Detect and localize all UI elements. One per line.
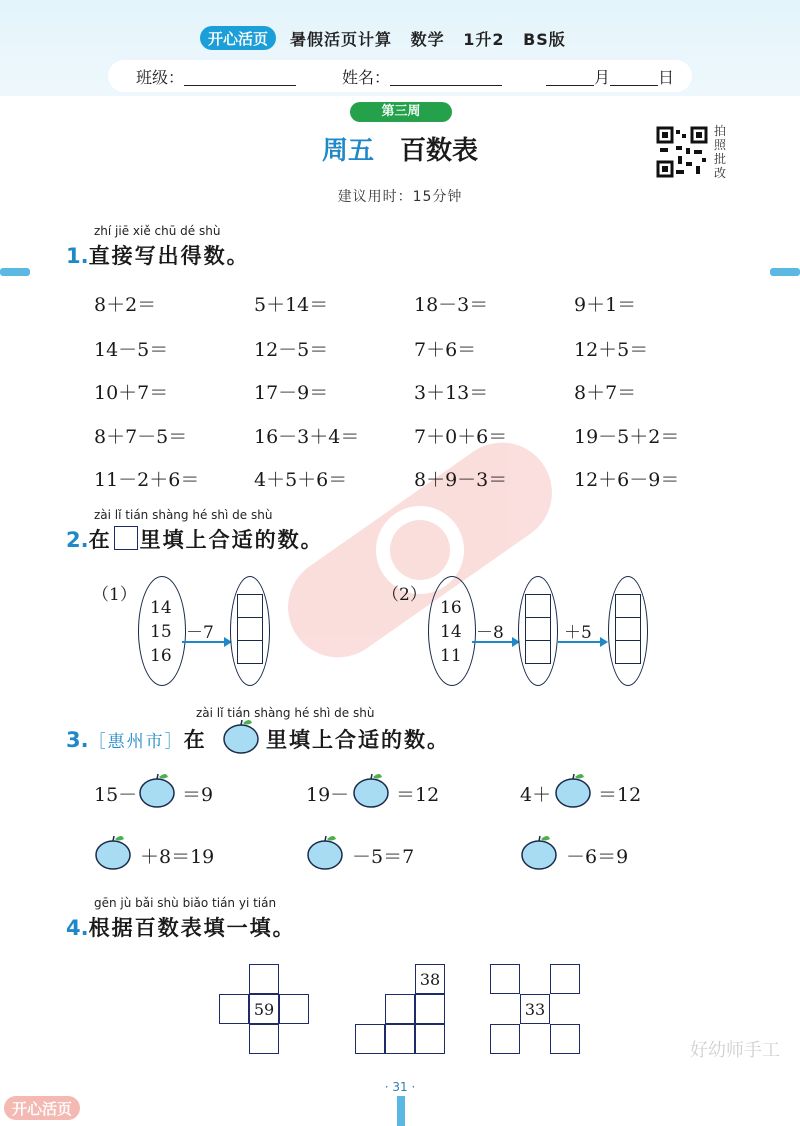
q2-part2-answer-boxes[interactable] bbox=[615, 594, 641, 664]
q2-part2-label: （2） bbox=[382, 585, 427, 605]
q2-input-number: 15 bbox=[150, 622, 172, 642]
grid-cell[interactable] bbox=[490, 1024, 520, 1054]
q3-text-after: 里填上合适的数。 bbox=[266, 728, 450, 752]
qr-caption bbox=[712, 124, 728, 180]
student-info-strip bbox=[108, 60, 692, 92]
grid-cell[interactable] bbox=[415, 1024, 445, 1054]
q2-number: 2. bbox=[66, 528, 89, 552]
q3-post: ＝12 bbox=[598, 784, 642, 806]
q3-pre: 4＋ bbox=[520, 784, 552, 806]
q3-title bbox=[66, 724, 207, 754]
apple-answer-icon[interactable] bbox=[306, 832, 344, 870]
grid-cell[interactable] bbox=[550, 964, 580, 994]
q1-equation[interactable]: 7＋6＝ bbox=[414, 339, 477, 361]
q1-equation[interactable]: 9＋1＝ bbox=[574, 294, 637, 316]
q1-equation[interactable]: 12＋6－9＝ bbox=[574, 469, 680, 491]
name-field[interactable] bbox=[390, 67, 502, 86]
q1-number: 1. bbox=[66, 244, 89, 268]
grid-cell[interactable] bbox=[219, 994, 249, 1024]
q2-title bbox=[66, 524, 324, 554]
q1-equation[interactable]: 4＋5＋6＝ bbox=[254, 469, 348, 491]
page-number: · 31 · bbox=[384, 1080, 416, 1094]
apple-answer-icon[interactable] bbox=[554, 770, 592, 808]
apple-answer-icon[interactable] bbox=[520, 832, 558, 870]
day-label: 日 bbox=[658, 67, 675, 87]
arrow-right-icon bbox=[556, 636, 608, 648]
q1-equation[interactable]: 3＋13＝ bbox=[414, 382, 489, 404]
subject: 数学 bbox=[410, 29, 445, 49]
grid-cell[interactable] bbox=[385, 1024, 415, 1054]
q1-equation[interactable]: 5＋14＝ bbox=[254, 294, 329, 316]
title-topic: 百数表 bbox=[400, 136, 479, 166]
q1-equation[interactable]: 8＋7－5＝ bbox=[94, 426, 188, 448]
day-field[interactable] bbox=[610, 67, 658, 86]
q2-pinyin: zài lǐ tián shàng hé shì de shù bbox=[94, 508, 273, 522]
footer-logo-pill bbox=[4, 1096, 80, 1120]
q1-equation[interactable]: 8＋9－3＝ bbox=[414, 469, 508, 491]
header-meta bbox=[290, 27, 578, 50]
grid-cell: 38 bbox=[415, 964, 445, 994]
q1-equation[interactable]: 10＋7＝ bbox=[94, 382, 169, 404]
q2-operation: －7 bbox=[186, 623, 214, 643]
q4-pinyin: gēn jù bǎi shù biǎo tián yi tián bbox=[94, 896, 277, 910]
title-day: 周五 bbox=[321, 136, 374, 166]
q3-pre: 15－ bbox=[94, 784, 138, 806]
grid-cell[interactable] bbox=[415, 994, 445, 1024]
q1-equation[interactable]: 17－9＝ bbox=[254, 382, 329, 404]
class-field[interactable] bbox=[184, 67, 296, 86]
qr-caption-char: 批 bbox=[713, 152, 726, 166]
q1-pinyin: zhí jiē xiě chū dé shù bbox=[94, 224, 221, 238]
arrow-right-icon bbox=[180, 636, 232, 648]
q4-title bbox=[66, 912, 296, 942]
q1-equation[interactable]: 12－5＝ bbox=[254, 339, 329, 361]
q3-post: ＋8＝19 bbox=[140, 846, 215, 868]
q2-input-number: 14 bbox=[150, 598, 172, 618]
apple-answer-icon[interactable] bbox=[138, 770, 176, 808]
q1-equation[interactable]: 12＋5＝ bbox=[574, 339, 649, 361]
apple-answer-icon[interactable] bbox=[94, 832, 132, 870]
q2-part1-label: （1） bbox=[92, 585, 137, 605]
footer-logo-text: 开心活页 bbox=[12, 1099, 73, 1118]
grid-cell[interactable] bbox=[355, 1024, 385, 1054]
page-bar bbox=[397, 1096, 405, 1126]
q3-post: －5＝7 bbox=[352, 846, 415, 868]
q2-operation: －8 bbox=[476, 623, 504, 643]
watermark-text: 好幼师手工 bbox=[690, 1040, 780, 1061]
q3-number: 3. bbox=[66, 728, 89, 752]
blank-square-icon bbox=[114, 526, 138, 550]
apple-answer-icon[interactable] bbox=[352, 770, 390, 808]
grid-cell: 59 bbox=[249, 994, 279, 1024]
q3-text-before: 在 bbox=[183, 728, 207, 752]
left-side-tab bbox=[0, 268, 30, 276]
q2-text-after: 里填上合适的数。 bbox=[139, 528, 324, 552]
series-name: 暑假活页计算 bbox=[290, 29, 393, 49]
qr-caption-char: 照 bbox=[713, 138, 726, 152]
grid-cell[interactable] bbox=[249, 1024, 279, 1054]
qr-code-icon[interactable] bbox=[656, 126, 708, 178]
grid-cell: 33 bbox=[520, 994, 550, 1024]
grid-cell[interactable] bbox=[550, 1024, 580, 1054]
q1-equation[interactable]: 7＋0＋6＝ bbox=[414, 426, 508, 448]
right-side-tab bbox=[770, 268, 800, 276]
grade: 1升2 bbox=[463, 29, 505, 49]
q3-pre: 19－ bbox=[306, 784, 350, 806]
name-label: 姓名： bbox=[342, 67, 391, 87]
q2-part1-answer-boxes[interactable] bbox=[237, 594, 263, 664]
qr-caption-char: 改 bbox=[713, 166, 726, 180]
footer-brand-logo bbox=[0, 1092, 120, 1124]
grid-cell[interactable] bbox=[490, 964, 520, 994]
header-bar bbox=[200, 22, 600, 54]
apple-icon bbox=[222, 716, 260, 754]
q2-part2-middle-boxes[interactable] bbox=[525, 594, 551, 664]
q1-title bbox=[66, 240, 250, 270]
q1-equation[interactable]: 8＋2＝ bbox=[94, 294, 157, 316]
q2-operation: ＋5 bbox=[564, 623, 592, 643]
q1-equation[interactable]: 8＋7＝ bbox=[574, 382, 637, 404]
q2-input-number: 11 bbox=[440, 646, 462, 666]
q4-text: 根据百数表填一填。 bbox=[88, 916, 296, 940]
grid-cell[interactable] bbox=[385, 994, 415, 1024]
q2-input-number: 14 bbox=[440, 622, 462, 642]
grid-cell[interactable] bbox=[279, 994, 309, 1024]
brand-logo-text: 开心活页 bbox=[208, 29, 269, 48]
q3-post: －6＝9 bbox=[566, 846, 629, 868]
q1-equation[interactable]: 11－2＋6＝ bbox=[94, 469, 200, 491]
arrow-right-icon bbox=[470, 636, 520, 648]
q1-equation[interactable]: 14－5＝ bbox=[94, 339, 169, 361]
brand-logo bbox=[200, 26, 276, 50]
q3-post: ＝12 bbox=[396, 784, 440, 806]
q2-text-before: 在 bbox=[88, 528, 112, 552]
class-label: 班级： bbox=[136, 67, 185, 87]
grid-cell[interactable] bbox=[249, 964, 279, 994]
q3-region-tag: ［惠州市］ bbox=[88, 732, 184, 752]
q2-input-number: 16 bbox=[440, 598, 462, 618]
q3-pinyin: zài lǐ tián shàng hé shì de shù bbox=[196, 706, 375, 720]
qr-caption-char: 拍 bbox=[713, 124, 726, 138]
q4-number: 4. bbox=[66, 916, 89, 940]
q1-equation[interactable]: 16－3＋4＝ bbox=[254, 426, 360, 448]
week-badge: 第三周 bbox=[350, 102, 452, 122]
q1-text: 直接写出得数。 bbox=[88, 244, 250, 268]
edition: BS版 bbox=[523, 29, 566, 49]
q1-equation[interactable]: 19－5＋2＝ bbox=[574, 426, 680, 448]
month-label: 月 bbox=[594, 67, 611, 87]
suggested-time: 建议用时：15分钟 bbox=[337, 189, 463, 205]
q2-input-number: 16 bbox=[150, 646, 172, 666]
q3-post: ＝9 bbox=[182, 784, 214, 806]
q1-equation[interactable]: 18－3＝ bbox=[414, 294, 489, 316]
month-field[interactable] bbox=[546, 67, 594, 86]
